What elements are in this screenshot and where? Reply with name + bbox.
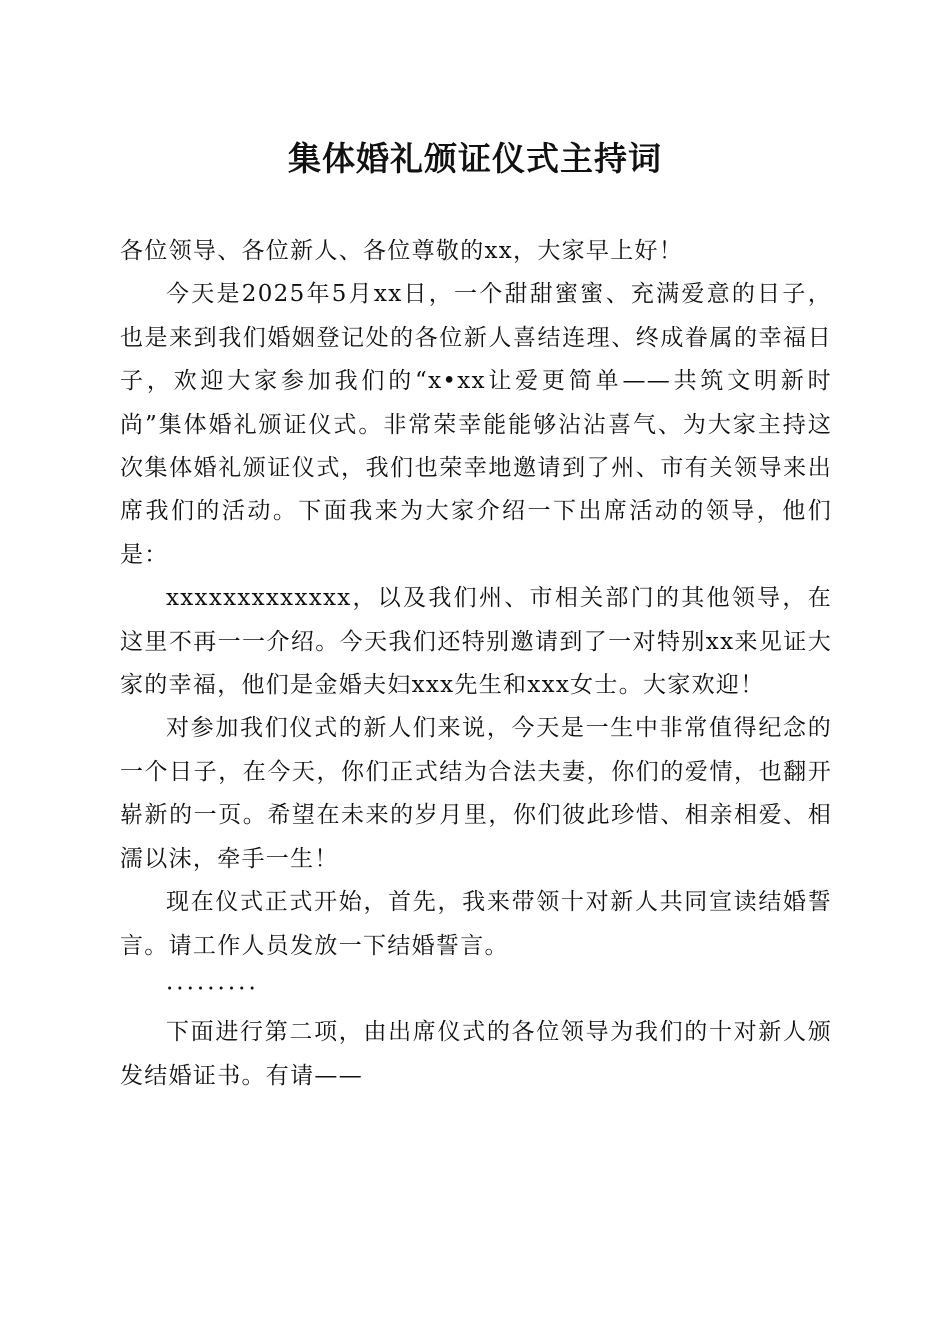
document-body (120, 230, 832, 1098)
greeting-paragraph: 各位领导、各位新人、各位尊敬的xx，大家早上好！ (120, 238, 684, 264)
paragraph-ellipsis: ········· (166, 975, 259, 1002)
paragraph-opening: 今天是2025年5月xx日，一个甜甜蜜蜜、充满爱意的日子，也是来到我们婚姻登记处的各位新人喜结连理、终成眷属的幸福日子，欢迎大家参加我们的“x•xx让爱更简单——共筑文明新时尚”集体婚礼颁证仪式。非常荣幸能能够沾沾喜气、为大家主持这次集体婚礼颁证仪式，我们也荣幸地邀请到了州、市有关领导来出席我们的活动。下面我来为大家介绍一下出席活动的领导，他们是： (120, 281, 832, 568)
paragraph-certificates: 下面进行第二项，由出席仪式的各位领导为我们的十对新人颁发结婚证书。有请—— (120, 1019, 832, 1089)
paragraph-vows: 现在仪式正式开始，首先，我来带领十对新人共同宣读结婚誓言。请工作人员发放一下结婚誓言。 (120, 889, 832, 959)
paragraph-guests: xxxxxxxxxxxxx，以及我们州、市相关部门的其他领导，在这里不再一一介绍。今天我们还特别邀请到了一对特别xx来见证大家的幸福，他们是金婚夫妇xxx先生和xxx女士。大家欢迎！ (120, 585, 832, 699)
document-title: 集体婚礼颁证仪式主持词 (288, 139, 662, 178)
paragraph-blessing: 对参加我们仪式的新人们来说，今天是一生中非常值得纪念的一个日子，在今天，你们正式结为合法夫妻，你们的爱情，也翻开崭新的一页。希望在未来的岁月里，你们彼此珍惜、相亲相爱、相濡以沫，牵手一生！ (120, 715, 832, 872)
